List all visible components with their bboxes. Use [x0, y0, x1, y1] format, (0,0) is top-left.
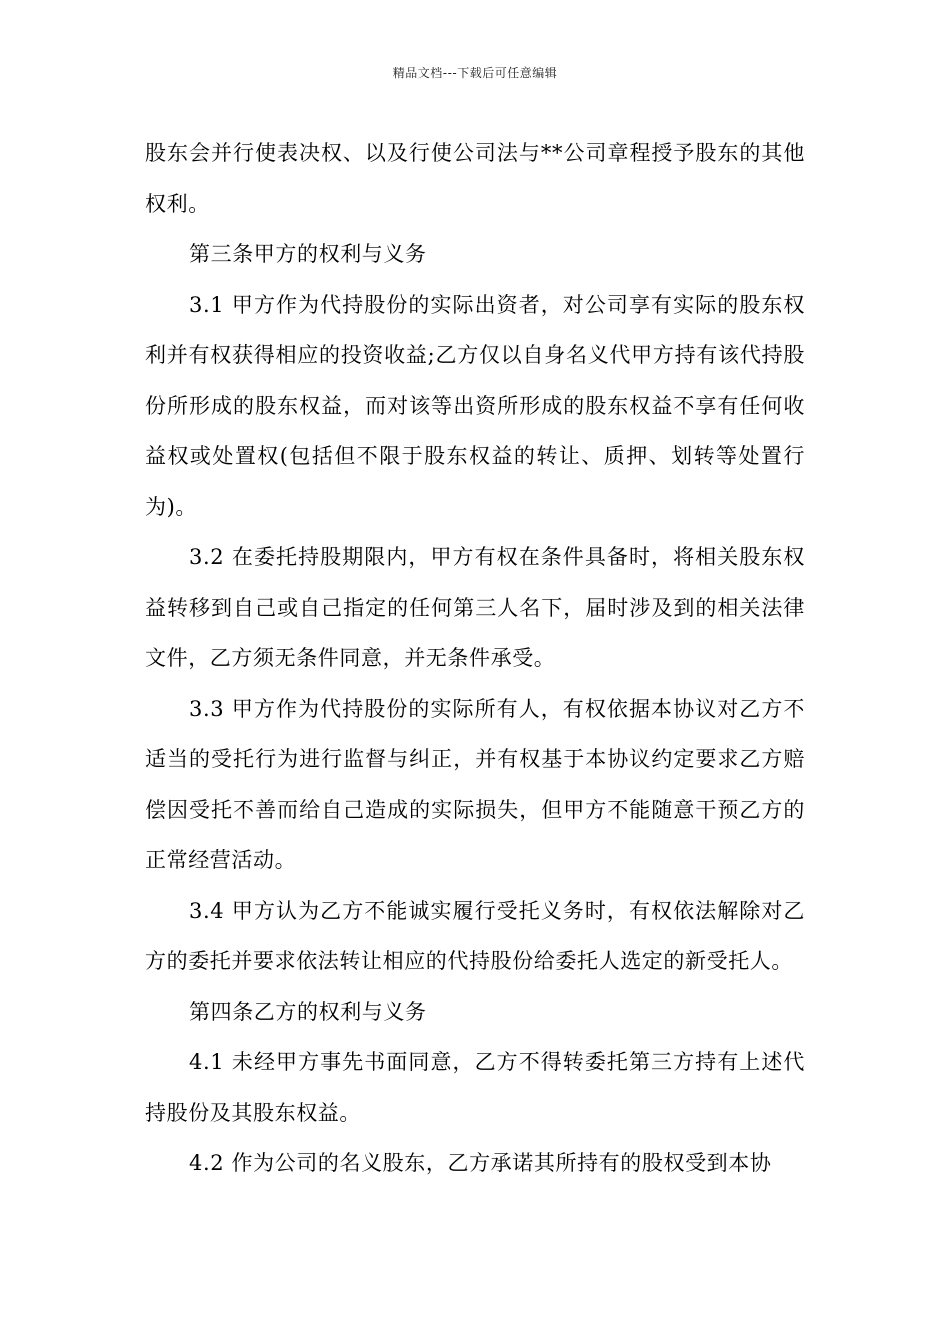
clause-4-1: 4.1 未经甲方事先书面同意，乙方不得转委托第三方持有上述代持股份及其股东权益。 [145, 1050, 805, 1125]
section-heading-3: 第三条甲方的权利与义务 [189, 242, 427, 266]
section-heading-4: 第四条乙方的权利与义务 [189, 999, 427, 1024]
clause-4-2: 4.2 作为公司的名义股东，乙方承诺其所持有的股权受到本协 [189, 1151, 772, 1175]
page-header: 精品文档---下载后可任意编辑 [392, 66, 558, 80]
document-body [145, 128, 805, 1189]
clause-3-2: 3.2 在委托持股期限内，甲方有权在条件具备时，将相关股东权益转移到自己或自己指定的任何第三人名下，届时涉及到的相关法律文件，乙方须无条件同意，并无条件承受。 [145, 545, 805, 670]
clause-3-4: 3.4 甲方认为乙方不能诚实履行受托义务时，有权依法解除对乙方的委托并要求依法转让相应的代持股份给委托人选定的新受托人。 [145, 898, 805, 973]
paragraph-1: 股东会并行使表决权、以及行使公司法与**公司章程授予股东的其他权利。 [145, 141, 805, 216]
clause-3-3: 3.3 甲方作为代持股份的实际所有人，有权依据本协议对乙方不适当的受托行为进行监督与纠正，并有权基于本协议约定要求乙方赔偿因受托不善而给自己造成的实际损失，但甲方不能随意干预乙方的正常经营活动。 [145, 696, 805, 872]
clause-3-1: 3.1 甲方作为代持股份的实际出资者，对公司享有实际的股东权利并有权获得相应的投资收益;乙方仅以自身名义代甲方持有该代持股份所形成的股东权益，而对该等出资所形成的股东权益不享有任何收益权或处置权(包括但不限于股东权益的转让、质押、划转等处置行为)。 [145, 292, 805, 519]
